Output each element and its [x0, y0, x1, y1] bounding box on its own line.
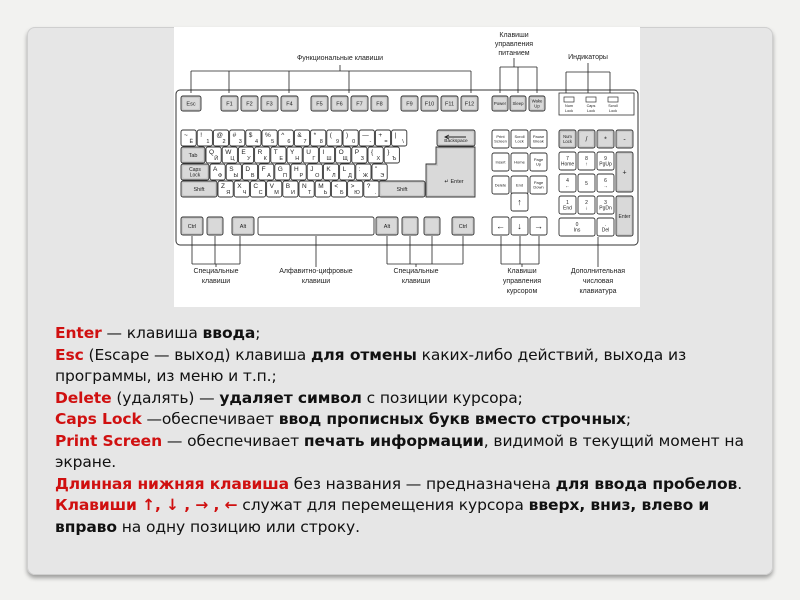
desc-esc [55, 345, 760, 388]
desc-enter [55, 323, 760, 345]
desc-text: ; [255, 324, 261, 342]
key-power-2-label: Up [534, 103, 540, 109]
key-arrow-up-label: ↑ [517, 197, 522, 208]
key-f5-label: F5 [316, 101, 323, 108]
key-num-7-label: Home [560, 161, 575, 168]
key-row3-2-label-en: D [245, 166, 251, 173]
desc-arrows [55, 495, 760, 538]
key-row4-7-label-en: < [334, 183, 339, 190]
desc-text: без названия — предназначена [288, 474, 556, 493]
key-f7-label: F7 [356, 101, 363, 108]
key-arrow-right-label: → [534, 221, 543, 232]
key-row1-0-label-en: ~ [184, 132, 188, 139]
key-f8-label: F8 [376, 101, 383, 108]
key-f11-label: F11 [444, 101, 455, 108]
key-f6-label: F6 [336, 101, 343, 108]
key-num-multiply-label: * [604, 136, 607, 144]
key-row4-0-label-ru: Я [226, 190, 231, 196]
desc-text: с позиции курсора; [361, 388, 523, 407]
key-row2-0-label-ru: Й [214, 156, 219, 162]
desc-text: — клавиша [101, 324, 203, 342]
desc-text: на одну позицию или строку. [116, 517, 360, 536]
key-row3-1-label-ru: Ы [233, 173, 239, 179]
key-row1-6-label-ru: 6 [287, 139, 291, 145]
key-row3-9-label-en: : [358, 166, 361, 173]
key-row2-6-label-en: U [306, 149, 311, 156]
key-row1-7-label-ru: 7 [303, 139, 307, 145]
key-name: Enter [55, 324, 102, 342]
key-arrow-left-label: ← [496, 221, 505, 232]
key-row2-5-label-en: Y [290, 149, 295, 156]
key-row1-1-label-en: ! [200, 132, 203, 139]
desc-text: — обеспечивает [162, 431, 304, 450]
key-num-2-label: ↓ [585, 205, 588, 212]
key-edit-1-label: Lock [515, 138, 524, 144]
key-row4-9-label-ru: . [374, 190, 376, 196]
key-row4-3-label-en: V [269, 183, 274, 190]
key-row1-10-label-ru: 0 [352, 139, 356, 145]
key-row1-13-label-ru: \ [402, 139, 404, 145]
key-row1-10-label-en: ) [346, 132, 349, 139]
desc-bold: ввода [202, 324, 256, 342]
key-num-4-label: ← [565, 183, 570, 190]
key-alt-left-label: Alt [239, 223, 247, 230]
key-name: Esc [55, 345, 84, 364]
key-num-3-label: 3 [604, 200, 607, 206]
key-row1-11-label-ru: - [369, 139, 372, 145]
key-f9-label: F9 [406, 101, 413, 108]
key-row2-1-label-en: W [225, 149, 232, 156]
key-f10-label: F10 [424, 101, 435, 108]
key-f1-label: F1 [226, 101, 233, 108]
label-special-left: Специальные [193, 268, 239, 275]
key-row2-9-label-en: P [354, 149, 360, 156]
label-special-right: клавиши [401, 278, 431, 285]
key-row3-8-label-en: L [342, 166, 347, 173]
description-text [55, 323, 760, 538]
key-num-dot-label: Del [601, 227, 610, 234]
key-row3-10-label-en: " [375, 166, 378, 173]
key-num-dot-label: . [604, 222, 607, 228]
key-edit-4-label: Home [514, 159, 525, 165]
key-row3-3-label-en: F [261, 166, 266, 173]
desc-text: служат для перемещения курсора [237, 496, 529, 514]
indicator-label: Lock [564, 109, 574, 113]
key-row1-0-label-ru: Ё [189, 139, 194, 145]
key-row4-3-label-ru: М [274, 190, 279, 196]
key-num-8-label: 8 [585, 156, 588, 162]
key-row1-11-label-en: — [362, 132, 369, 139]
key-row3-8-label-ru: Д [348, 173, 352, 179]
key-row1-8-label-ru: 8 [319, 139, 323, 145]
key-row3-7-label-ru: Л [331, 173, 336, 179]
key-name: Длинная нижняя клавиша [55, 474, 289, 493]
key-row3-10-label-ru: Э [380, 173, 385, 179]
desc-bold: вверх, вниз, влево и вправо [55, 496, 710, 536]
label-numpad: числовая [582, 278, 614, 285]
key-row1-12-label-en: + [378, 132, 383, 139]
label-indicators: Индикаторы [568, 54, 608, 61]
key-row4-8-label-en: > [350, 183, 355, 190]
key-edit-0-label: Screen [494, 138, 507, 144]
key-name: Delete [55, 388, 112, 407]
key-spacebar [258, 217, 374, 235]
key-row2-6-label-ru: Г [312, 156, 316, 162]
key-row1-3-label-ru: 3 [238, 139, 242, 145]
indicator-light [608, 97, 618, 102]
key-num-9-label: 9 [604, 156, 607, 162]
key-row3-0-label-en: A [213, 166, 218, 173]
key-edit-0-label: Print [496, 134, 505, 140]
key-edit-5-label: Up [535, 161, 542, 167]
key-row1-1-label-ru: 1 [206, 139, 210, 145]
key-num-2-label: 2 [585, 200, 588, 206]
label-power-keys: Клавиши [499, 32, 529, 39]
key-num-6-label: → [603, 183, 608, 190]
indicator-label: Num [564, 104, 574, 108]
key-backspace-label: Backspace [444, 139, 468, 144]
desc-bold: для отмены [311, 345, 417, 364]
key-row4-4-label-en: B [285, 183, 291, 190]
key-row4-5-label-ru: Т [307, 190, 312, 196]
key-ctrl-left-label: Ctrl [187, 223, 197, 230]
key-num-0-label: Ins [573, 227, 581, 234]
indicator-label: Scroll [608, 104, 618, 108]
indicator-light [586, 97, 596, 102]
key-row3-5-label-en: H [294, 166, 299, 173]
key-row2-0-label-en: Q [209, 149, 215, 156]
label-numpad: клавиатура [579, 288, 617, 295]
key-f2-label: F2 [246, 101, 253, 108]
desc-bold: удаляет символ [219, 388, 362, 407]
keyboard-diagram-panel [174, 27, 640, 307]
key-row2-3-label-ru: К [263, 156, 267, 162]
key-edit-8-label: Page [533, 180, 544, 186]
key-row2-7-label-en: I [322, 149, 325, 156]
desc-text: (удалять) — [111, 388, 220, 407]
keyboard-diagram [174, 27, 640, 307]
key-row2-10-label-en: { [371, 149, 374, 156]
key-esc-label: Esc [186, 101, 196, 108]
key-row2-4-label-ru: Е [279, 156, 283, 162]
key-num-7-label: 7 [566, 156, 569, 162]
label-alnum: Алфавитно-цифровые [279, 268, 353, 275]
key-arrow-down-label: ↓ [517, 221, 522, 232]
key-num-1-label: End [563, 205, 572, 212]
key-ctrl-right-label: Ctrl [458, 223, 468, 230]
key-edit-5-label: Page [533, 157, 544, 163]
key-row1-2-label-ru: 2 [222, 139, 226, 145]
indicator-label: Lock [608, 109, 618, 113]
key-edit-3-label: Insert [495, 159, 506, 165]
key-row4-8-label-ru: Ю [354, 190, 360, 196]
key-row3-2-label-ru: В [250, 173, 255, 179]
label-power-keys: управления [494, 41, 534, 48]
desc-delete [55, 388, 760, 410]
key-edit-1-label: Scroll [514, 134, 525, 140]
key-name: Клавиши ↑, ↓ , → , ← [55, 496, 238, 514]
key-row3-6-label-en: J [310, 166, 314, 173]
key-power-1-label: Sleep [512, 101, 524, 107]
key-row3-4-label-ru: П [283, 173, 287, 179]
key-row3-7-label-en: K [326, 166, 331, 173]
key-row3-3-label-ru: А [267, 173, 271, 179]
key-power-2-label: Wake [531, 98, 543, 104]
label-power-keys: питанием [498, 50, 530, 57]
desc-bold: печать информации [303, 431, 484, 450]
key-numlock-label: Num [563, 134, 572, 140]
key-f3-label: F3 [266, 101, 273, 108]
key-row4-1-label-en: X [237, 183, 242, 190]
key-num-6-label: 6 [604, 178, 607, 184]
label-function-keys: Функциональные клавиши [296, 55, 384, 62]
key-row1-4-label-ru: 4 [254, 139, 258, 145]
key-row2-8-label-ru: Щ [342, 156, 348, 162]
label-cursor: Клавиши [507, 268, 537, 275]
key-row3-6-label-ru: О [315, 173, 320, 179]
key-edit-6-label: Delete [494, 182, 507, 188]
key-shift-left-label: Shift [193, 186, 205, 193]
key-row3-5-label-ru: Р [299, 173, 304, 179]
desc-printscreen [55, 431, 760, 474]
desc-text: . [737, 474, 743, 493]
key-name: Caps Lock [55, 410, 142, 428]
key-row1-9-label-en: ( [329, 132, 332, 139]
key-win-left-face [209, 219, 221, 233]
desc-text: (Escape — выход) клавиша [83, 345, 311, 364]
key-row1-5-label-ru: 5 [271, 139, 275, 145]
key-row3-9-label-ru: Ж [362, 173, 368, 179]
key-tab-label: Tab [188, 152, 198, 159]
desc-text: ; [625, 410, 632, 428]
label-numpad: Дополнительная [570, 268, 626, 275]
key-numlock-label: Lock [563, 138, 572, 144]
key-row4-7-label-ru: Б [339, 190, 344, 196]
key-row4-4-label-ru: И [291, 190, 295, 196]
label-alnum: клавиши [301, 278, 331, 285]
key-row1-4-label-en: $ [248, 132, 253, 139]
key-row2-2-label-ru: У [247, 156, 251, 162]
key-edit-8-label: Down [533, 184, 544, 190]
key-row2-11-label-en: } [387, 149, 390, 156]
key-shift-right-label: Shift [396, 186, 408, 193]
indicator-label: Lock [586, 109, 596, 113]
label-cursor: курсором [506, 288, 538, 295]
key-row4-0-label-en: Z [221, 183, 225, 190]
key-power-0-label: Power [493, 101, 507, 107]
key-num-plus-label: + [622, 169, 627, 177]
indicator-label: Caps [586, 104, 596, 108]
key-f12-label: F12 [464, 101, 475, 108]
key-num-3-label: PgDn [599, 205, 612, 212]
key-row2-8-label-en: O [338, 149, 344, 156]
key-num-1-label: 1 [566, 200, 569, 206]
key-row1-13-label-en: | [394, 132, 397, 139]
key-row4-2-label-en: C [253, 183, 259, 190]
key-row1-9-label-ru: 9 [335, 139, 339, 145]
desc-text: —обеспечивает [141, 410, 279, 428]
key-row4-1-label-ru: Ч [242, 190, 247, 196]
key-row1-5-label-en: % [265, 132, 271, 139]
key-row4-2-label-ru: С [258, 190, 263, 196]
key-row1-6-label-en: ^ [281, 132, 285, 139]
key-row4-5-label-en: N [302, 183, 307, 190]
key-num-divide-label: / [585, 136, 588, 144]
desc-text: каких-либо действий, выхода из программы, из меню и т.п.; [55, 345, 687, 385]
key-row1-3-label-en: # [232, 132, 237, 139]
key-f4-label: F4 [286, 101, 293, 108]
key-capslock-label: Lock [189, 172, 201, 179]
desc-spacebar [55, 474, 760, 496]
desc-text: , видимой в текущий момент на экране. [55, 431, 744, 471]
desc-bold: ввод прописных букв вместо строчных [278, 410, 626, 428]
key-row3-4-label-en: G [277, 166, 283, 173]
desc-bold: для ввода пробелов [555, 474, 738, 493]
key-row2-5-label-ru: Н [295, 156, 300, 162]
key-num-9-label: PgUp [599, 161, 612, 168]
key-num-5-label: 5 [585, 180, 588, 187]
label-cursor: управления [502, 278, 542, 285]
key-row2-10-label-ru: Х [376, 156, 381, 162]
label-special-left: клавиши [201, 278, 231, 285]
key-edit-2-label: Pause [532, 134, 545, 140]
indicator-light [564, 97, 574, 102]
key-row2-11-label-ru: Ъ [392, 156, 397, 162]
label-special-right: Специальные [393, 268, 439, 275]
key-row4-6-label-ru: Ь [323, 190, 328, 196]
key-enter-label: ↵ Enter [444, 179, 464, 185]
key-num-minus-label: - [623, 136, 626, 144]
key-row1-12-label-ru: = [384, 139, 388, 145]
key-row4-6-label-en: M [318, 183, 324, 190]
key-row2-9-label-ru: З [360, 156, 364, 162]
key-row2-7-label-ru: Ш [326, 156, 332, 162]
key-win-right-face [404, 219, 416, 233]
key-num-0-label: 0 [575, 222, 579, 228]
key-edit-2-label: Break [533, 138, 544, 144]
key-menu-face [426, 219, 438, 233]
key-num-8-label: ↑ [585, 161, 588, 168]
key-edit-7-label: End [515, 182, 524, 188]
key-row3-1-label-en: S [229, 166, 234, 173]
key-row1-7-label-en: & [297, 132, 302, 139]
key-row2-2-label-en: E [241, 149, 246, 156]
key-row1-8-label-en: * [313, 132, 317, 139]
key-alt-right-label: Alt [383, 223, 391, 230]
key-row3-0-label-ru: Ф [218, 173, 223, 179]
key-name: Print Screen [55, 431, 163, 450]
desc-capslock [55, 409, 760, 431]
key-num-4-label: 4 [566, 178, 569, 184]
key-num-enter-label: Enter [618, 213, 631, 220]
key-row2-3-label-en: R [257, 149, 263, 156]
key-row2-4-label-en: T [273, 149, 278, 156]
key-row4-9-label-en: ? [366, 183, 371, 190]
key-row1-2-label-en: @ [216, 132, 224, 139]
key-row2-1-label-ru: Ц [230, 156, 235, 162]
key-capslock-label: Caps [189, 167, 201, 173]
